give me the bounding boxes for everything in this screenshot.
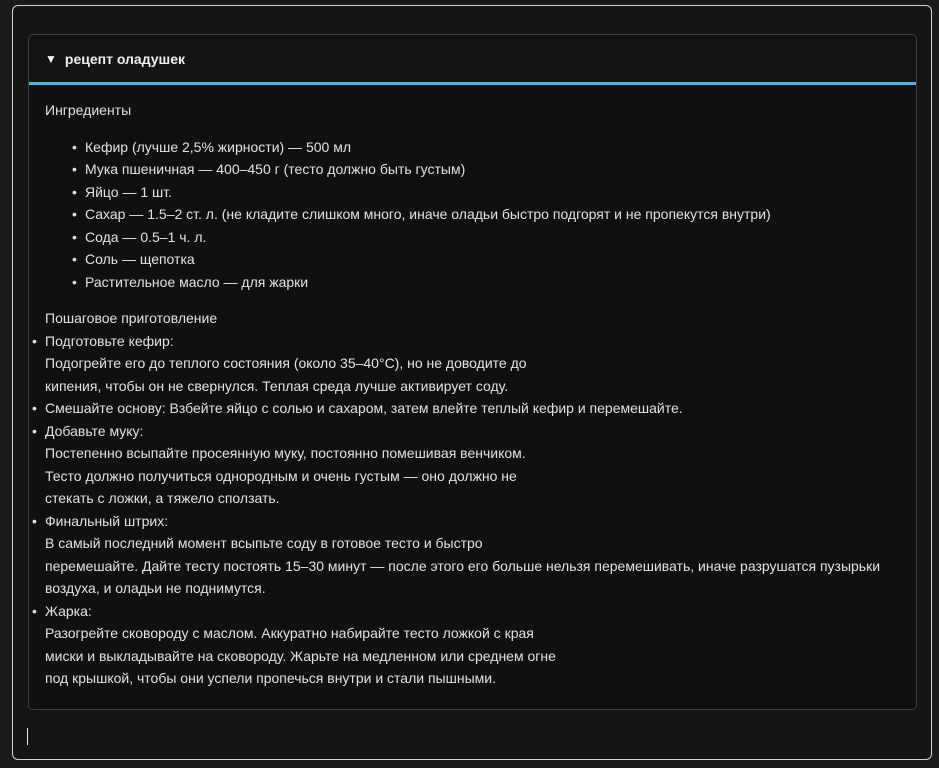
text-cursor <box>27 728 28 745</box>
step-item <box>45 330 900 398</box>
collapsible-block <box>28 34 917 710</box>
collapsible-content <box>29 85 916 690</box>
step-title: • Подготовьте кефир: <box>45 332 174 349</box>
step-item <box>45 420 900 510</box>
ingredient-item: • Яйцо — 1 шт. <box>85 181 900 204</box>
step-text-line: Тесто должно получиться однородным и очень густым — оно должно не <box>45 467 517 484</box>
ingredient-item: • Сахар — 1.5–2 ст. л. (не кладите слишком много, иначе оладьи быстро подгорят и не пропекутся внутри) <box>85 203 900 226</box>
step-title: • Добавьте муку: <box>45 422 144 439</box>
step-text-line: стекать с ложки, а тяжело сползать. <box>45 490 280 506</box>
ingredient-item: • Кефир (лучше 2,5% жирности) — 500 мл <box>85 136 900 159</box>
steps-heading: Пошаговое приготовление <box>45 310 218 326</box>
step-text-line: кипения, чтобы он не свернулся. Теплая среда лучше активирует соду. <box>45 377 509 394</box>
step-text-line: В самый последний момент всыпьте соду в готовое тесто и быстро <box>45 535 483 551</box>
step-text-line: под крышкой, чтобы они успели пропечься внутри и стали пышными. <box>45 670 496 686</box>
steps-list <box>45 330 900 690</box>
step-title: • Финальный штрих: <box>45 512 169 529</box>
step-text-line: воздуха, и оладьи не поднимутся. <box>45 580 266 596</box>
collapsible-title: рецепт оладушек <box>64 50 186 67</box>
step-text-line: перемешайте. Дайте тесту постоять 15–30 минут — после этого его больше нельзя перемешивать, иначе разрушатся пузырьки <box>45 557 881 574</box>
step-text-line: миски и выкладывайте на сковороду. Жарьте на медленном или среднем огне <box>45 647 556 664</box>
step-title: • Смешайте основу: Взбейте яйцо с солью и сахаром, затем влейте теплый кефир и перемешайте. <box>45 400 683 416</box>
step-item <box>45 600 900 690</box>
ingredient-item: • Мука пшеничная — 400–450 г (тесто должно быть густым) <box>85 158 900 181</box>
collapse-triangle-icon[interactable]: ▼ <box>45 51 57 66</box>
step-text-line: Разогрейте сковороду с маслом. Аккуратно набирайте тесто ложкой с края <box>45 625 534 641</box>
ingredients-heading: Ингредиенты <box>45 102 132 118</box>
ingredient-item: • Соль — щепотка <box>85 248 900 271</box>
step-text-line: Подогрейте его до теплого состояния (около 35–40°C), но не доводите до <box>45 355 527 371</box>
step-text-line: Постепенно всыпайте просеянную муку, постоянно помешивая венчиком. <box>45 445 526 461</box>
step-item <box>45 397 900 420</box>
ingredient-item: • Растительное масло — для жарки <box>85 271 900 294</box>
step-title: • Жарка: <box>45 602 92 619</box>
note-editor[interactable] <box>12 5 932 760</box>
collapsible-summary[interactable] <box>29 35 916 85</box>
ingredients-list <box>45 136 900 294</box>
step-item <box>45 510 900 600</box>
ingredient-item: • Сода — 0.5–1 ч. л. <box>85 226 900 249</box>
